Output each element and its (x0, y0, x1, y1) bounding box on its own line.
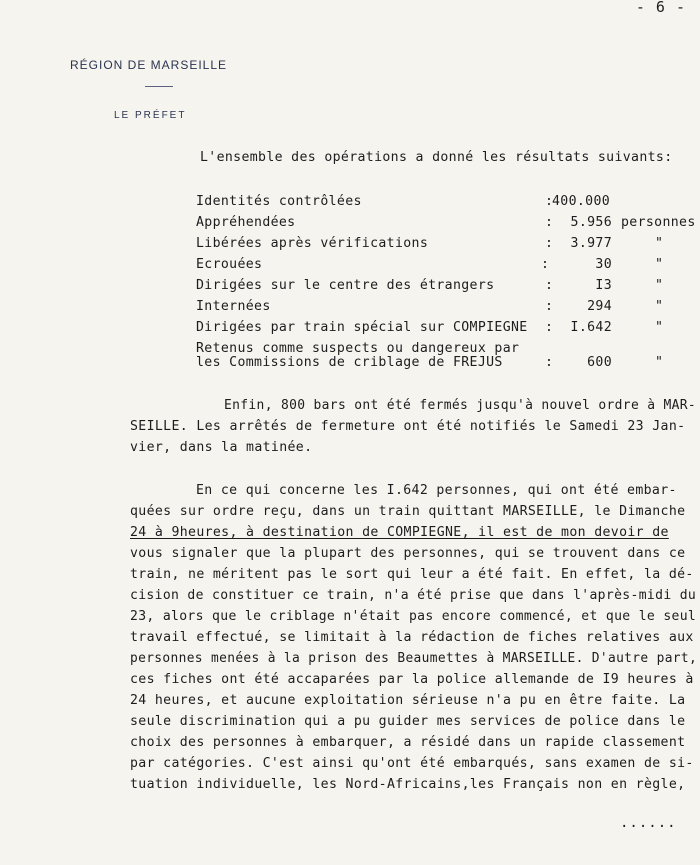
paragraph-line: En ce qui concerne les I.642 personnes, qui ont été embar- (196, 483, 677, 498)
result-label: Identités contrôlées (196, 194, 362, 209)
result-label: Dirigées par train spécial sur COMPIEGNE (196, 320, 528, 335)
paragraph-line: train, ne méritent pas le sort qui leur a été fait. En effet, la dé- (130, 567, 694, 582)
result-unit: personnes (621, 215, 696, 230)
continuation-dots: ...... (620, 815, 677, 831)
paragraph-line: Enfin, 800 bars ont été fermés jusqu'à nouvel ordre à MAR- (224, 398, 697, 413)
result-value: 400.000 (552, 194, 611, 209)
ditto-mark: " (655, 299, 664, 314)
letterhead-region: RÉGION DE MARSEILLE (70, 58, 228, 72)
result-label: Dirigées sur le centre des étrangers (196, 278, 495, 293)
ditto-mark: " (655, 355, 664, 370)
result-label: Retenus comme suspects ou dangereux par (196, 341, 520, 356)
result-label: Appréhendées (196, 215, 296, 230)
result-value: 30 (595, 257, 612, 272)
paragraph-line: vous signaler que la plupart des personnes, qui se trouvent dans ce (130, 546, 686, 561)
result-separator: : (545, 236, 554, 251)
result-separator: : (545, 320, 554, 335)
ditto-mark: " (655, 257, 664, 272)
letterhead-office: LE PRÉFET (114, 110, 187, 121)
ditto-mark: " (655, 278, 664, 293)
paragraph-line: SEILLE. Les arrêtés de fermeture ont été notifiés le Samedi 23 Jan- (130, 419, 686, 434)
paragraph-line: seule discrimination qui a pu guider mes services de police dans le (130, 714, 686, 729)
result-value: I.642 (570, 320, 612, 335)
paragraph-line: travail effectué, se limitait à la rédaction de fiches relatives aux (130, 630, 694, 645)
result-separator: : (545, 278, 554, 293)
result-label: Ecrouées (196, 257, 263, 272)
paragraph-line: ces fiches ont été accaparées par la police allemande de I9 heures à (130, 672, 694, 687)
result-label-continued: les Commissions de criblage de FREJUS (196, 355, 503, 370)
paragraph-line: tuation individuelle, les Nord-Africains,les Français non en règle, (130, 777, 686, 792)
page-number: - 6 - (635, 0, 686, 16)
paragraph-line: vier, dans la matinée. (130, 440, 313, 455)
result-separator: : (545, 215, 554, 230)
result-value: 294 (587, 299, 612, 314)
result-separator: : (545, 194, 554, 209)
paragraph-line: cision de constituer ce train, n'a été prise que dans l'après-midi du (130, 588, 697, 603)
paragraph-line: quées sur ordre reçu, dans un train quittant MARSEILLE, le Dimanche (130, 504, 686, 519)
result-separator: : (545, 355, 554, 370)
letterhead-divider (145, 86, 173, 87)
result-separator: : (541, 257, 550, 272)
results-intro: L'ensemble des opérations a donné les résultats suivants: (200, 150, 673, 165)
result-value: 600 (587, 355, 612, 370)
paragraph-line: 23, alors que le criblage n'était pas encore commencé, et que le seul (130, 609, 697, 624)
ditto-mark: " (655, 320, 664, 335)
result-label: Libérées après vérifications (196, 236, 429, 251)
ditto-mark: " (655, 236, 664, 251)
paragraph-line: 24 heures, et aucune exploitation sérieuse n'a pu en être faite. La (130, 693, 686, 708)
result-label: Internées (196, 299, 271, 314)
paragraph-line: 24 à 9heures, à destination de COMPIEGNE, il est de mon devoir de (130, 525, 669, 540)
result-value: 5.956 (570, 215, 612, 230)
result-separator: : (545, 299, 554, 314)
paragraph-line: choix des personnes à embarquer, a résidé dans un rapide classement (130, 735, 686, 750)
paragraph-line: par catégories. C'est ainsi qu'ont été embarqués, sans examen de si- (130, 756, 694, 771)
result-value: I3 (595, 278, 612, 293)
result-value: 3.977 (570, 236, 612, 251)
paragraph-line: personnes menées à la prison des Beaumettes à MARSEILLE. D'autre part, (130, 651, 698, 666)
